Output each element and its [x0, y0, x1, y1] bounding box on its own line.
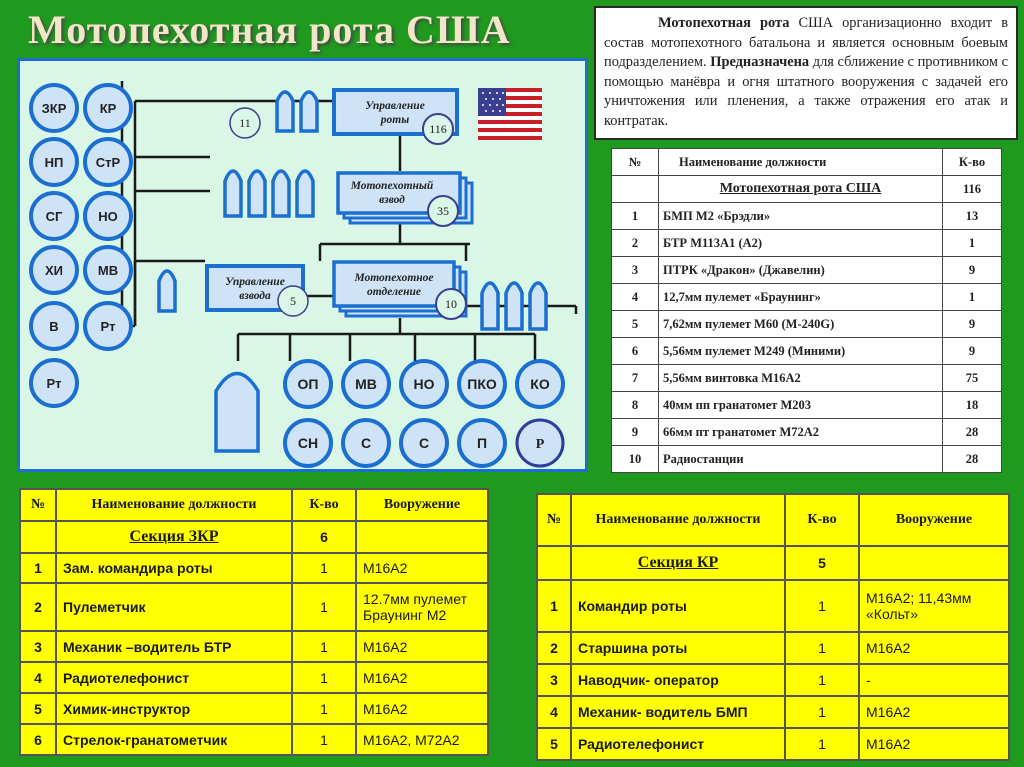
table-row: [612, 365, 1002, 392]
row-count: 13: [943, 203, 1002, 230]
personnel-circle: [31, 85, 77, 131]
table-row: [612, 392, 1002, 419]
row-arms: М16А2: [356, 693, 488, 724]
row-num: 1: [612, 203, 659, 230]
personnel-circle: [31, 303, 77, 349]
kr-section-table: [536, 493, 1010, 761]
squad-box-line1: Мотопехотное: [354, 272, 434, 284]
svg-text:Р: Р: [535, 437, 545, 452]
row-num: 3: [20, 631, 56, 662]
vehicle-icon: [301, 92, 317, 131]
personnel-circle: [31, 193, 77, 239]
table-row: [20, 631, 488, 662]
row-count: 1: [292, 724, 356, 755]
row-num: 4: [20, 662, 56, 693]
squad-box-line2: отделение: [367, 286, 421, 298]
row-count: 1: [943, 230, 1002, 257]
row-name: 66мм пт гранатомет М72А2: [659, 419, 943, 446]
table-row: [20, 583, 488, 631]
summary-row: [612, 176, 1002, 203]
row-name: 5,56мм винтовка М16А2: [659, 365, 943, 392]
header-name: Наименование должности: [571, 494, 785, 546]
table-header: [612, 149, 1002, 176]
row-name: 12,7мм пулемет «Браунинг»: [659, 284, 943, 311]
svg-text:35: 35: [437, 204, 449, 218]
row-name: Механик –водитель БТР: [56, 631, 292, 662]
svg-text:СН: СН: [297, 435, 319, 451]
header-num: №: [537, 494, 571, 546]
row-num: 4: [612, 284, 659, 311]
row-name: Зам. командира роты: [56, 553, 292, 583]
equipment-table: [611, 148, 1002, 473]
row-count: 1: [785, 580, 859, 632]
header-name: Наименование должности: [56, 489, 292, 521]
squad-member-circle: [285, 361, 331, 407]
row-count: 1: [785, 696, 859, 728]
row-name: ПТРК «Дракон» (Джавелин): [659, 257, 943, 284]
svg-text:С: С: [360, 435, 372, 451]
table-row: [612, 230, 1002, 257]
vehicle-icon: [297, 171, 313, 216]
table-row: [612, 419, 1002, 446]
squad-member-circle: [459, 361, 505, 407]
table-row: [612, 311, 1002, 338]
svg-text:НО: НО: [98, 209, 118, 224]
row-num: 7: [612, 365, 659, 392]
svg-text:10: 10: [445, 297, 457, 311]
svg-text:116: 116: [429, 122, 447, 136]
row-arms: М16А2; 11,43мм «Кольт»: [859, 580, 1009, 632]
row-arms: М16А2, М72А2: [356, 724, 488, 755]
row-count: 1: [292, 553, 356, 583]
table-row: [537, 632, 1009, 664]
row-name: Командир роты: [571, 580, 785, 632]
row-count: 1: [292, 662, 356, 693]
svg-text:С: С: [418, 435, 430, 451]
row-count: 1: [785, 728, 859, 760]
row-count: 75: [943, 365, 1002, 392]
section-count: 6: [292, 521, 356, 553]
svg-text:В: В: [49, 319, 59, 334]
page-title: Мотопехотная рота США: [28, 7, 511, 52]
row-count: 9: [943, 338, 1002, 365]
row-num: 5: [20, 693, 56, 724]
table-row: [20, 693, 488, 724]
row-count: 28: [943, 419, 1002, 446]
row-num: 6: [612, 338, 659, 365]
svg-text:НО: НО: [413, 376, 435, 392]
row-count: 1: [943, 284, 1002, 311]
table-row: [20, 724, 488, 755]
row-num: 3: [612, 257, 659, 284]
count-badge: [428, 196, 458, 226]
row-count: 1: [292, 583, 356, 631]
table-row: [537, 696, 1009, 728]
vehicle-icon: [273, 171, 289, 216]
row-arms: М16А2: [356, 662, 488, 693]
header-count: К-во: [785, 494, 859, 546]
svg-text:МВ: МВ: [97, 263, 119, 278]
desc-text-2: для сближение с противником с помощью манёвра и огня штатного вооружения с задачей его уничтожения или пленения, а также отражения его атак и контратак.: [604, 54, 1008, 129]
svg-text:СГ: СГ: [45, 209, 63, 224]
section-row: [20, 521, 488, 553]
section-row: [537, 546, 1009, 580]
table-row: [612, 203, 1002, 230]
count-badge: [278, 286, 308, 316]
personnel-circle: [85, 247, 131, 293]
squad-member-circle: [285, 420, 331, 466]
header-arms: Вооружение: [356, 489, 488, 521]
row-num: 6: [20, 724, 56, 755]
vehicle-icon: [225, 171, 241, 216]
row-name: Наводчик- оператор: [571, 664, 785, 696]
squad-member-circle: [343, 420, 389, 466]
table-row: [612, 257, 1002, 284]
row-name: Пулеметчик: [56, 583, 292, 631]
personnel-circle: [31, 139, 77, 185]
count-badge: [423, 114, 453, 144]
row-name: Радиотелефонист: [571, 728, 785, 760]
svg-text:КР: КР: [99, 101, 117, 116]
row-count: 9: [943, 257, 1002, 284]
section-name: Секция КР: [571, 546, 785, 580]
svg-text:КО: КО: [530, 376, 550, 392]
row-arms: -: [859, 664, 1009, 696]
personnel-circle: [85, 193, 131, 239]
row-name: 7,62мм пулемет М60 (М-240G): [659, 311, 943, 338]
summary-name: Мотопехотная рота США: [659, 176, 943, 203]
vehicle-icon: [249, 171, 265, 216]
row-num: 1: [537, 580, 571, 632]
row-num: 10: [612, 446, 659, 473]
header-count: К-во: [292, 489, 356, 521]
squad-member-circle: [343, 361, 389, 407]
hq-box-line2: роты: [380, 114, 410, 126]
squad-member-circle: [459, 420, 505, 466]
svg-text:Рт: Рт: [46, 376, 62, 391]
table-row: [612, 284, 1002, 311]
svg-text:ЗКР: ЗКР: [41, 101, 67, 116]
row-count: 18: [943, 392, 1002, 419]
desc-bold-1: Мотопехотная рота: [658, 15, 790, 31]
personnel-circle: [31, 360, 77, 406]
us-flag-icon: [478, 88, 542, 140]
desc-bold-2: Предназначена: [710, 54, 810, 71]
row-num: 2: [20, 583, 56, 631]
row-name: Радиотелефонист: [56, 662, 292, 693]
row-name: БТР М113А1 (А2): [659, 230, 943, 257]
table-header: [537, 494, 1009, 546]
row-num: 8: [612, 392, 659, 419]
vehicle-icon: [530, 283, 546, 329]
svg-text:11: 11: [239, 116, 251, 130]
desc-text-1: США организационно входит в состав мотопехотного батальона и является основным боевым подразделением.: [604, 15, 1008, 71]
table-row: [612, 446, 1002, 473]
header-num: №: [612, 149, 659, 176]
row-arms: М16А2: [859, 696, 1009, 728]
row-count: 28: [943, 446, 1002, 473]
svg-text:НП: НП: [44, 155, 64, 170]
row-num: 2: [612, 230, 659, 257]
section-name: Секция ЗКР: [56, 521, 292, 553]
svg-text:П: П: [476, 435, 488, 451]
vehicle-icon-large: [216, 374, 258, 452]
table-row: [537, 580, 1009, 632]
row-count: 1: [785, 632, 859, 664]
svg-text:ХИ: ХИ: [44, 263, 64, 278]
svg-text:МВ: МВ: [355, 376, 377, 392]
hq-box-line1: Управление: [365, 100, 425, 112]
row-count: 1: [292, 693, 356, 724]
row-arms: 12.7мм пулемет Браунинг М2: [356, 583, 488, 631]
row-num: 9: [612, 419, 659, 446]
svg-text:5: 5: [290, 294, 296, 308]
table-row: [612, 338, 1002, 365]
vehicle-icon: [277, 92, 293, 131]
row-name: БМП М2 «Брэдли»: [659, 203, 943, 230]
row-arms: М16А2: [356, 553, 488, 583]
personnel-circle: [85, 85, 131, 131]
table-row: [20, 662, 488, 693]
platoon-box-line1: Мотопехотный: [350, 180, 434, 192]
summary-count: 116: [943, 176, 1002, 203]
squad-member-circle-rto: [517, 420, 563, 466]
count-badge: [230, 108, 260, 138]
row-name: Радиостанции: [659, 446, 943, 473]
row-arms: М16А2: [859, 728, 1009, 760]
table-row: [20, 553, 488, 583]
row-arms: М16А2: [859, 632, 1009, 664]
header-arms: Вооружение: [859, 494, 1009, 546]
personnel-circle: [85, 139, 131, 185]
personnel-circle: [31, 247, 77, 293]
header-name: Наименование должности: [659, 149, 943, 176]
svg-text:Рт: Рт: [100, 319, 116, 334]
squad-member-circle: [517, 361, 563, 407]
description-box: [594, 6, 1018, 140]
platoon-hq-line2: взвода: [239, 290, 271, 302]
row-num: 5: [612, 311, 659, 338]
header-count: К-во: [943, 149, 1002, 176]
row-name: 40мм пп гранатомет М203: [659, 392, 943, 419]
row-num: 5: [537, 728, 571, 760]
vehicle-icon: [506, 283, 522, 329]
row-num: 2: [537, 632, 571, 664]
svg-text:ОП: ОП: [297, 376, 319, 392]
count-badge: [436, 289, 466, 319]
row-name: 5,56мм пулемет М249 (Миними): [659, 338, 943, 365]
vehicle-icon: [482, 283, 498, 329]
svg-text:ПКО: ПКО: [467, 376, 497, 392]
personnel-circle: [85, 303, 131, 349]
header-num: №: [20, 489, 56, 521]
row-num: 4: [537, 696, 571, 728]
table-row: [537, 728, 1009, 760]
platoon-hq-line1: Управление: [225, 276, 285, 288]
svg-text:СтР: СтР: [95, 155, 121, 170]
squad-member-circle: [401, 420, 447, 466]
row-name: Механик- водитель БМП: [571, 696, 785, 728]
squad-member-circle: [401, 361, 447, 407]
row-count: 1: [292, 631, 356, 662]
row-name: Стрелок-гранатометчик: [56, 724, 292, 755]
row-count: 1: [785, 664, 859, 696]
section-count: 5: [785, 546, 859, 580]
zkr-section-table: [19, 488, 489, 756]
row-name: Старшина роты: [571, 632, 785, 664]
vehicle-icon: [159, 271, 175, 311]
row-arms: М16А2: [356, 631, 488, 662]
row-num: 1: [20, 553, 56, 583]
platoon-box-line2: взвод: [379, 194, 405, 206]
row-count: 9: [943, 311, 1002, 338]
table-row: [537, 664, 1009, 696]
row-num: 3: [537, 664, 571, 696]
row-name: Химик-инструктор: [56, 693, 292, 724]
table-header: [20, 489, 488, 521]
